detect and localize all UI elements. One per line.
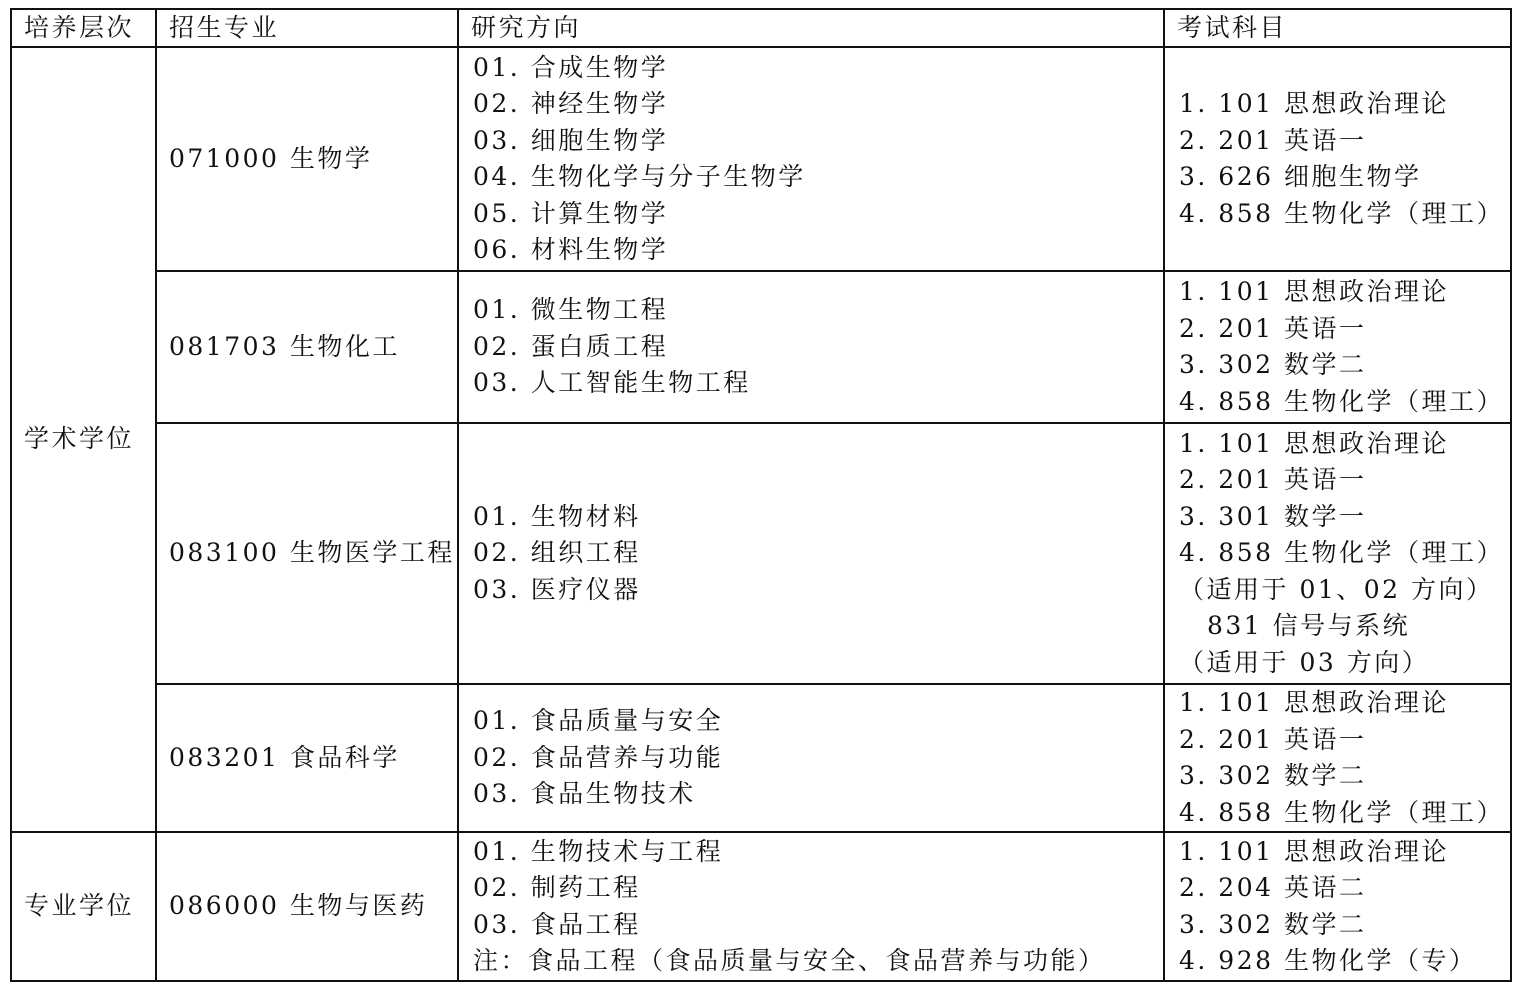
subjects-cell [1164,423,1511,684]
directions-cell [458,684,1164,832]
direction-item: 03. 细胞生物学 [473,125,669,155]
directions-cell [458,47,1164,271]
subject-item: 4. 928 生物化学（专） [1179,946,1477,975]
subject-item: 3. 301 数学一 [1179,501,1367,531]
table-row [11,423,1511,684]
direction-item: 02. 制药工程 [473,873,641,902]
subject-item: 2. 204 英语二 [1179,873,1367,902]
direction-item: 01. 食品质量与安全 [473,706,724,736]
subject-note: （适用于 03 方向） [1179,647,1430,677]
direction-item: 03. 食品工程 [473,909,641,939]
subject-item: 1. 101 思想政治理论 [1179,89,1449,118]
header-level: 培养层次 [11,9,156,47]
direction-item: 02. 食品营养与功能 [473,742,724,772]
subjects-cell [1164,47,1511,271]
directions-cell [458,423,1164,684]
subject-item: 2. 201 英语一 [1179,465,1367,495]
directions-cell [458,832,1164,981]
direction-item: 03. 医疗仪器 [473,574,641,604]
directions-cell [458,271,1164,423]
subject-item: 1. 101 思想政治理论 [1179,428,1449,458]
subject-note: （适用于 01、02 方向） [1179,574,1494,604]
subject-item: 1. 101 思想政治理论 [1179,277,1449,306]
level-academic: 学术学位 [11,47,156,832]
direction-item: 01. 合成生物学 [473,52,669,82]
subject-item: 4. 858 生物化学（理工） [1179,538,1504,568]
subject-item: 4. 858 生物化学（理工） [1179,386,1504,416]
subject-item: 4. 858 生物化学（理工） [1179,198,1504,228]
direction-item: 02. 神经生物学 [473,89,669,118]
table-row [11,684,1511,832]
header-row [11,9,1511,47]
direction-item: 04. 生物化学与分子生物学 [473,162,806,191]
subject-item: 2. 201 英语一 [1179,313,1367,343]
direction-item: 02. 蛋白质工程 [473,331,669,361]
table-row [11,832,1511,981]
major-cell: 071000 生物学 [156,47,458,271]
direction-item: 01. 微生物工程 [473,295,669,325]
major-cell: 081703 生物化工 [156,271,458,423]
subjects-cell [1164,684,1511,832]
subject-item: 2. 201 英语一 [1179,125,1367,155]
direction-note: 注：食品工程（食品质量与安全、食品营养与功能） [473,946,1106,975]
direction-item: 01. 生物技术与工程 [473,836,724,866]
subject-item: 831 信号与系统 [1207,611,1411,641]
subject-item: 3. 302 数学二 [1179,909,1367,939]
direction-item: 03. 人工智能生物工程 [473,368,751,398]
subject-item: 2. 201 英语一 [1179,724,1367,754]
direction-item: 05. 计算生物学 [473,198,669,228]
header-major: 招生专业 [156,9,458,47]
direction-item: 01. 生物材料 [473,501,641,531]
level-professional: 专业学位 [11,832,156,981]
subject-item: 3. 626 细胞生物学 [1179,162,1422,191]
direction-item: 03. 食品生物技术 [473,779,696,809]
table-row [11,271,1511,423]
table-row [11,47,1511,271]
direction-item: 06. 材料生物学 [473,235,669,264]
direction-item: 02. 组织工程 [473,538,641,568]
subject-item: 4. 858 生物化学（理工） [1179,797,1504,827]
header-directions: 研究方向 [458,9,1164,47]
subject-item: 1. 101 思想政治理论 [1179,688,1449,717]
subjects-cell [1164,832,1511,981]
subject-item: 3. 302 数学二 [1179,350,1367,379]
major-cell: 086000 生物与医药 [156,832,458,981]
subject-item: 3. 302 数学二 [1179,761,1367,790]
header-subjects: 考试科目 [1164,9,1511,47]
subject-item: 1. 101 思想政治理论 [1179,836,1449,866]
major-cell: 083100 生物医学工程 [156,423,458,684]
subjects-cell [1164,271,1511,423]
major-cell: 083201 食品科学 [156,684,458,832]
admissions-table [10,8,1512,982]
